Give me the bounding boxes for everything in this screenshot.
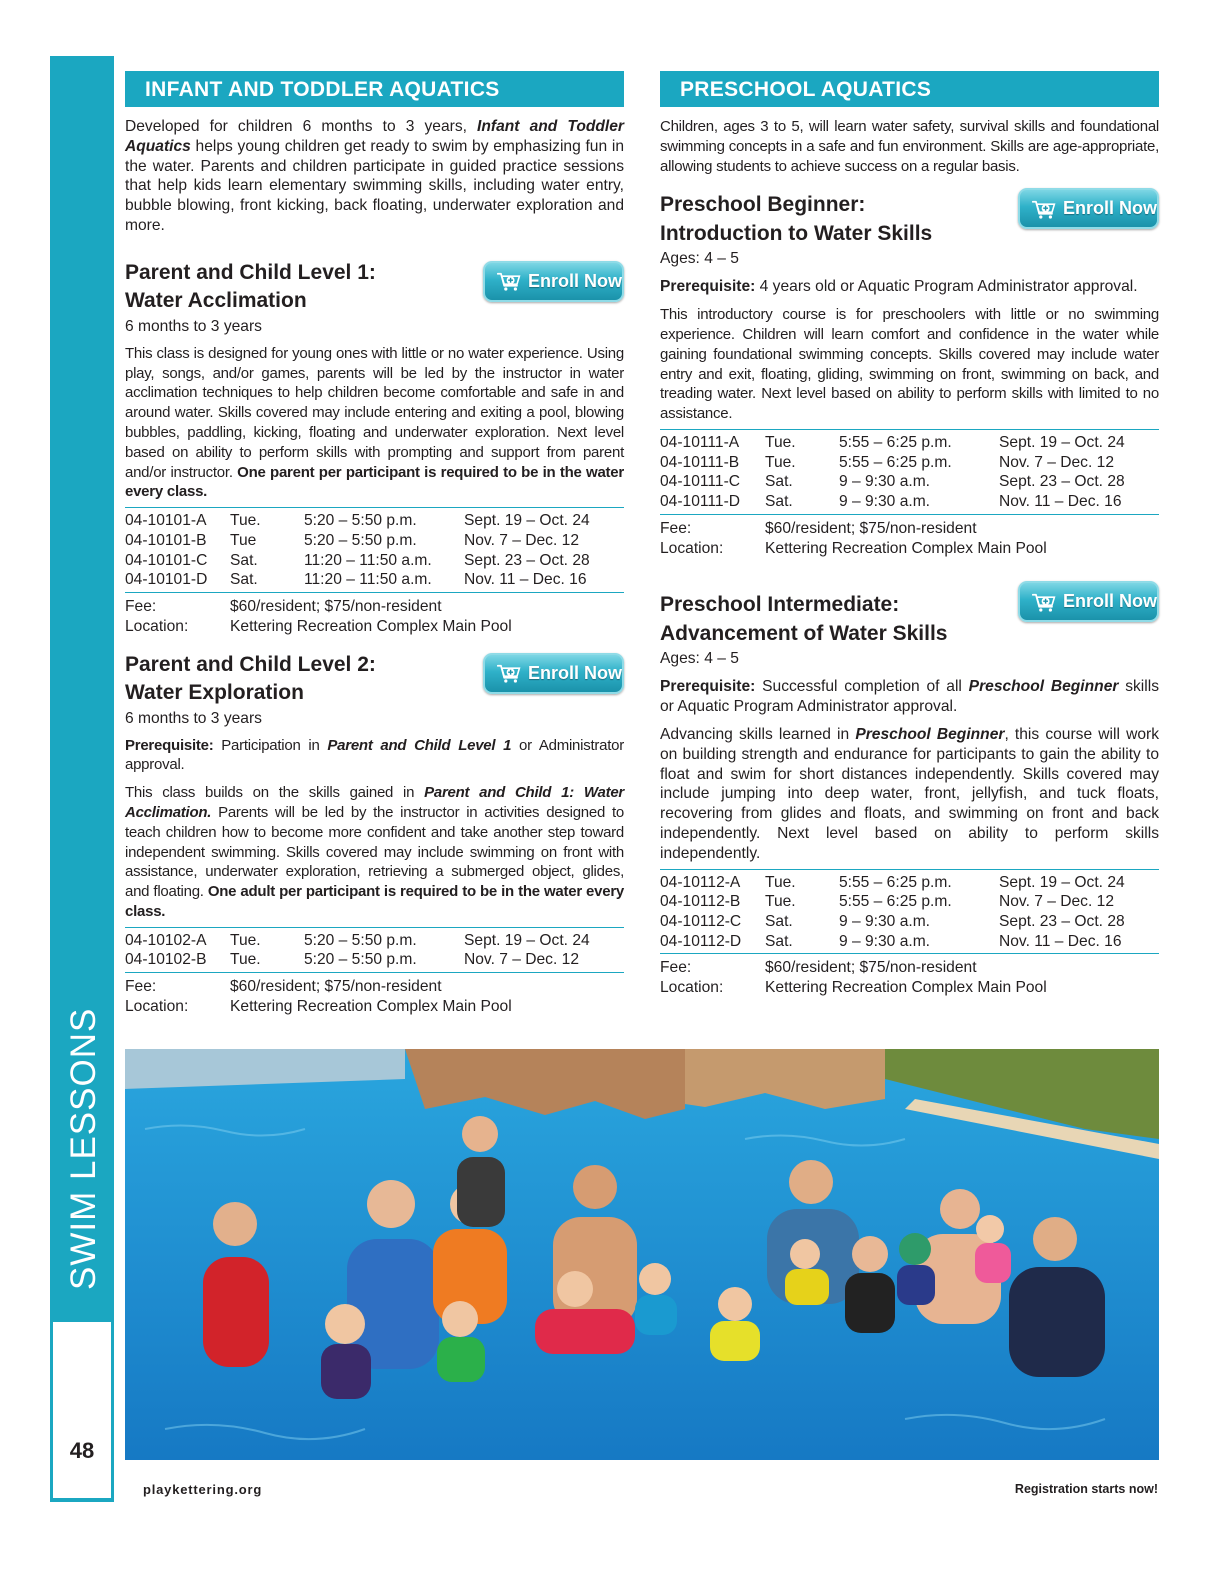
footer-website[interactable]: playkettering.org [143,1482,263,1497]
intermediate-enroll-button[interactable]: Enroll Now [1018,581,1159,622]
beginner-title: Preschool Beginner: Introduction to Water Skills [660,193,933,245]
table-row: 04-10111-B Tue. 5:55 – 6:25 p.m. Nov. 7 – Dec. 12 [660,453,1114,471]
intermediate-ages: Ages: 4 – 5 [660,650,739,668]
beginner-prerequisite: Prerequisite: 4 years old or Aquatic Program Administrator approval. [660,278,1138,296]
section-title-infant-toddler: INFANT AND TODDLER AQUATICS [125,71,624,107]
level2-title: Parent and Child Level 2: Water Exploration [125,652,376,705]
level2-fee-location: Fee: $60/resident; $75/non-resident Location: Kettering Recreation Complex Main Pool [125,978,512,1015]
page-number: 48 [69,1438,95,1463]
shopping-cart-plus-icon [497,268,521,294]
table-row: 04-10102-A Tue. 5:20 – 5:50 p.m. Sept. 19 – Oct. 24 [125,931,590,949]
table-row: 04-10101-B Tue 5:20 – 5:50 p.m. Nov. 7 – Dec. 12 [125,531,579,549]
table-row: 04-10112-A Tue. 5:55 – 6:25 p.m. Sept. 19 – Oct. 24 [660,873,1125,891]
table-row: 04-10101-C Sat. 11:20 – 11:50 a.m. Sept. 23 – Oct. 28 [125,551,590,569]
beginner-ages: Ages: 4 – 5 [660,250,739,268]
level1-enroll-button[interactable]: Enroll Now [483,261,624,302]
table-row: 04-10111-D Sat. 9 – 9:30 a.m. Nov. 11 – Dec. 16 [660,493,1122,511]
pool-scene-illustration [125,1049,1159,1460]
level1-title: Parent and Child Level 1: Water Acclimation [125,260,376,313]
left-column [125,71,624,1017]
intermediate-title: Preschool Intermediate: Advancement of Water Skills [660,593,948,645]
shopping-cart-plus-icon [1032,196,1056,222]
right-column [660,71,1159,998]
level2-ages: 6 months to 3 years [125,709,262,727]
level2-prerequisite: Prerequisite: Participation in Parent and Child Level 1 or Administrator approval. [125,736,624,774]
beginner-enroll-button[interactable]: Enroll Now [1018,188,1159,229]
beginner-schedule-table [660,429,1159,515]
beginner-fee: $60/resident; $75/non-resident [765,519,977,537]
level1-description: This class is designed for young ones with little or no water experience. Using play, songs, and/or games, parents will be led by the instructor in water acclimation techniques to help children become comfortable and safe in and around water. Skills covered may include entering and exiting a pool, blowing bubbles, paddling, kicking, floating and underwater exploration. Next level based on ability to perform skills with prompting and support from parent and/or instructor. One parent per participant is required to be in the water every class. [125,344,624,501]
table-row: 04-10101-A Tue. 5:20 – 5:50 p.m. Sept. 19 – Oct. 24 [125,512,590,530]
table-row: 04-10112-C Sat. 9 – 9:30 a.m. Sept. 23 – Oct. 28 [660,912,1125,930]
pool-group-photo [125,1049,1159,1460]
beginner-fee-location: Fee: $60/resident; $75/non-resident Location: Kettering Recreation Complex Main Pool [660,519,1047,557]
intermediate-fee-location: Fee: $60/resident; $75/non-resident Location: Kettering Recreation Complex Main Pool [660,959,1047,997]
table-row: 04-10112-B Tue. 5:55 – 6:25 p.m. Nov. 7 – Dec. 12 [660,893,1114,911]
table-row: 04-10112-D Sat. 9 – 9:30 a.m. Nov. 11 – Dec. 16 [660,932,1122,950]
page-number-box [53,1322,111,1498]
beginner-description: This introductory course is for preschoolers with little or no swimming experience. Children will learn comfort and confidence in the water while gaining foundational swimming concepts. Skills covered may include water entry and exit, floating, gliding, swimming on front, swimming on back, and treading water. Next level based on ability to perform skills with limited to no assistance. [660,306,1159,423]
infant-toddler-intro: Developed for children 6 months to 3 years, Infant and Toddler Aquatics helps young children get ready to swim by emphasizing fun in the water. Parents and children participate in guided practice sessions that help kids learn elementary swimming skills, including water entry, bubble blowing, front kicking, back floating, underwater exploration and more. [125,118,624,234]
table-row: 04-10111-A Tue. 5:55 – 6:25 p.m. Sept. 19 – Oct. 24 [660,433,1125,451]
intermediate-fee: $60/resident; $75/non-resident [765,959,977,977]
section-side-label: SWIM LESSONS [64,1007,103,1290]
level2-schedule-table [125,927,624,973]
table-row: 04-10111-C Sat. 9 – 9:30 a.m. Sept. 23 – Oct. 28 [660,473,1125,491]
intermediate-location: Kettering Recreation Complex Main Pool [765,979,1047,997]
level2-location: Kettering Recreation Complex Main Pool [230,997,512,1015]
intermediate-header [660,591,1159,669]
intermediate-schedule-table [660,869,1159,955]
intermediate-description: Advancing skills learned in Preschool Beginner, this course will work on building strength and endurance for participants to gain the ability to float and swim for short distances independently. Skills covered may include jumping into deep water, front, jellyfish, and tuck floats, recovering from glides and floats, and swimming on front and back independently. Next level based on ability to perform skills independently. [660,725,1159,862]
preschool-intro: Children, ages 3 to 5, will learn water safety, survival skills and foundational swimming concepts in a safe and fun environment. Skills are age-appropriate, allowing students to achieve success on a regular basis. [660,118,1159,175]
shopping-cart-plus-icon [497,660,521,686]
level1-fee-location: Fee: $60/resident; $75/non-resident Location: Kettering Recreation Complex Main Pool [125,597,512,635]
level2-fee: $60/resident; $75/non-resident [230,978,442,996]
table-row: 04-10101-D Sat. 11:20 – 11:50 a.m. Nov. 11 – Dec. 16 [125,571,587,589]
shopping-cart-plus-icon [1032,589,1056,615]
footer-registration-note: Registration starts now! [1014,1482,1158,1496]
level1-location: Kettering Recreation Complex Main Pool [230,617,512,635]
beginner-header [660,191,1159,269]
level1-ages: 6 months to 3 years [125,317,262,335]
level1-fee: $60/resident; $75/non-resident [230,597,442,615]
level2-enroll-button[interactable]: Enroll Now [483,653,624,694]
beginner-location: Kettering Recreation Complex Main Pool [765,539,1047,557]
intermediate-prerequisite: Prerequisite: Successful completion of all Preschool Beginner skills or Aquatic Program Administrator approval. [660,678,1160,716]
level2-header [125,651,624,729]
level2-description: This class builds on the skills gained in Parent and Child 1: Water Acclimation. Parents will be led by the instructor in activities designed to teach children how to become more confident and take another step toward independent swimming. Skills covered may include swimming on front with assistance, underwater exploration, retrieving a submerged object, glides, and floating. One adult per participant is required to be in the water every class. [125,784,624,920]
level1-schedule-table [125,507,624,593]
table-row: 04-10102-B Tue. 5:20 – 5:50 p.m. Nov. 7 – Dec. 12 [125,951,579,969]
level1-header [125,259,624,337]
section-title-preschool: PRESCHOOL AQUATICS [660,71,1159,107]
